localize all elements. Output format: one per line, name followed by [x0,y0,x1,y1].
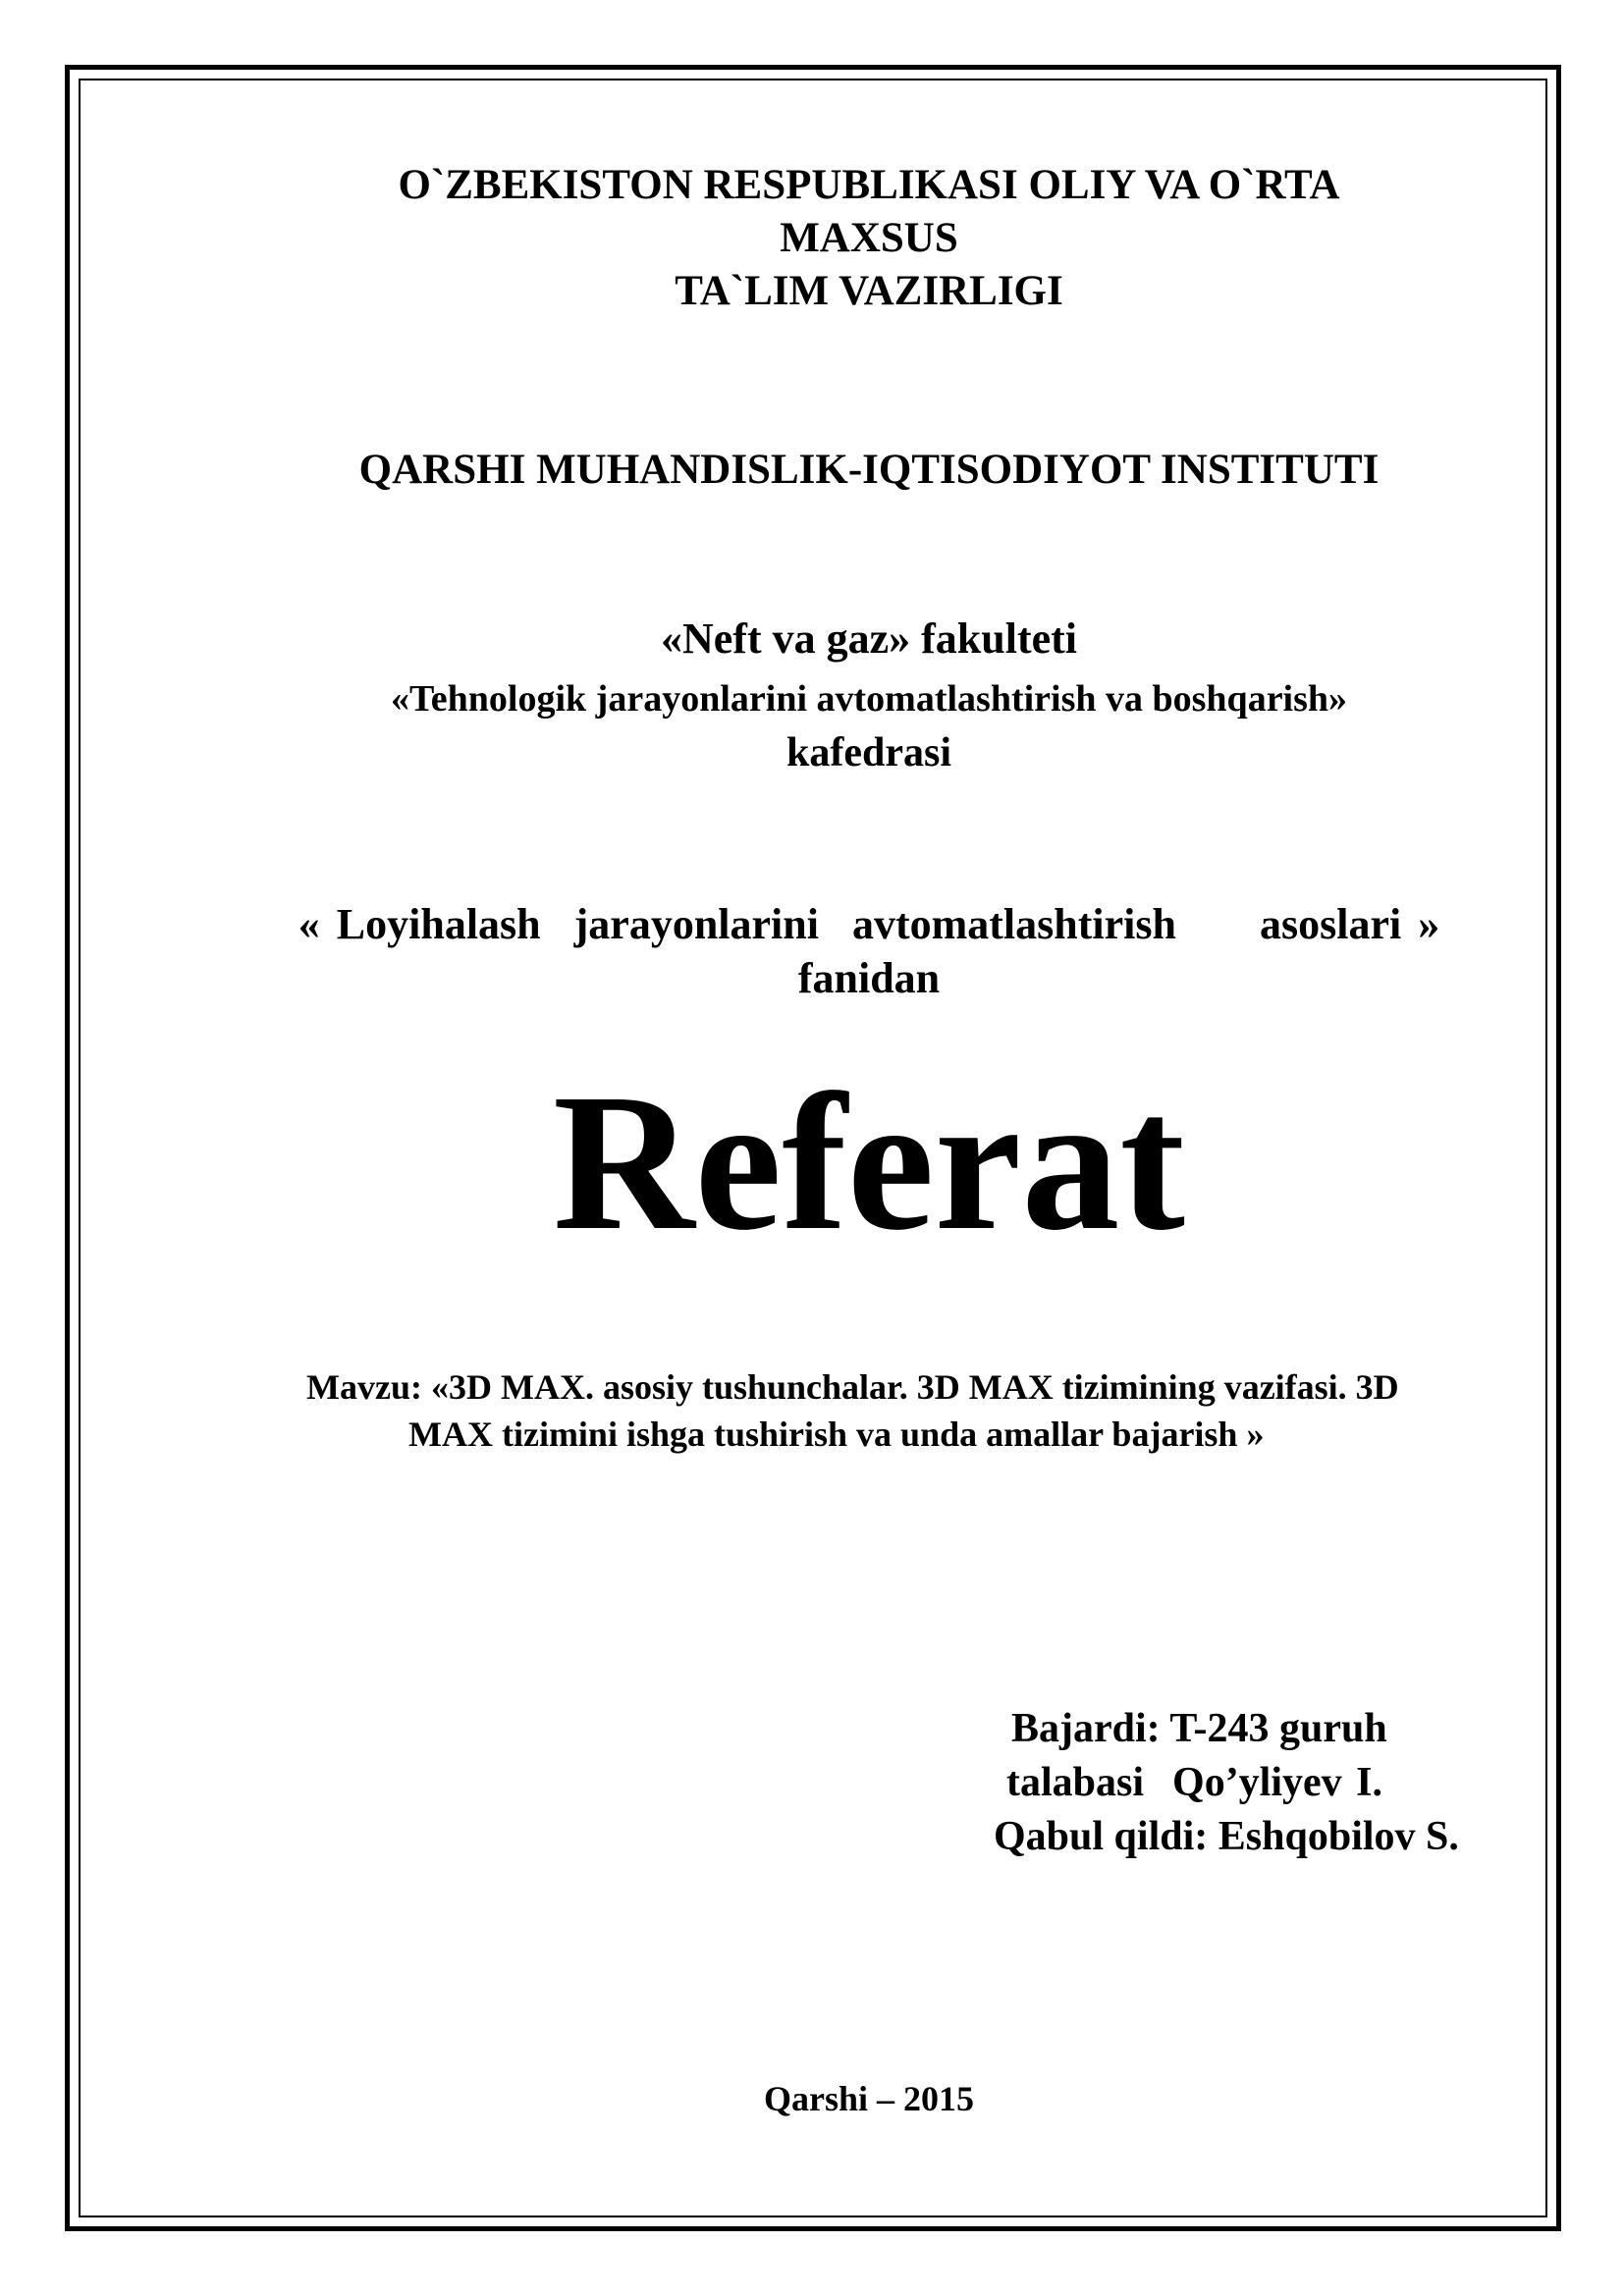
subject-name: « Loyihalash jarayonlarini avtomatlashtirish asoslari » [298,900,1440,948]
ministry-heading [137,159,1600,318]
topic-line-1: Mavzu: «3D MAX. asosiy tushunchalar. 3D MAX tizimining vazifasi. 3D [306,1367,1399,1407]
student-line: talabasi Qo’yliyev I. [1006,1760,1383,1805]
performer-line: Bajardi: T-243 guruh [1011,1706,1387,1751]
department-name: «Tehnologik jarayonlarini avtomatlashtirish va boshqarish» [390,678,1348,720]
reviewer-line: Qabul qildi: Eshqobilov S. [994,1814,1459,1859]
place-year: Qarshi – 2015 [763,2079,974,2118]
document-title: Referat [553,1054,1185,1271]
subject-suffix: fanidan [797,954,941,1002]
ministry-line-2: MAXSUS [780,215,958,261]
ministry-line-1: O`ZBEKISTON RESPUBLIKASI OLIY VA O`RTA [398,162,1340,208]
topic-line-2: MAX tizimini ishga tushirish va unda amallar bajarish » [408,1415,1265,1454]
faculty-name: «Neft va gaz» fakulteti [660,614,1077,663]
ministry-line-3: TA`LIM VAZIRLIGI [675,268,1063,314]
institute-name: QARSHI MUHANDISLIK-IQTISODIYOT INSTITUTI [358,447,1380,493]
department-suffix: kafedrasi [786,730,951,775]
